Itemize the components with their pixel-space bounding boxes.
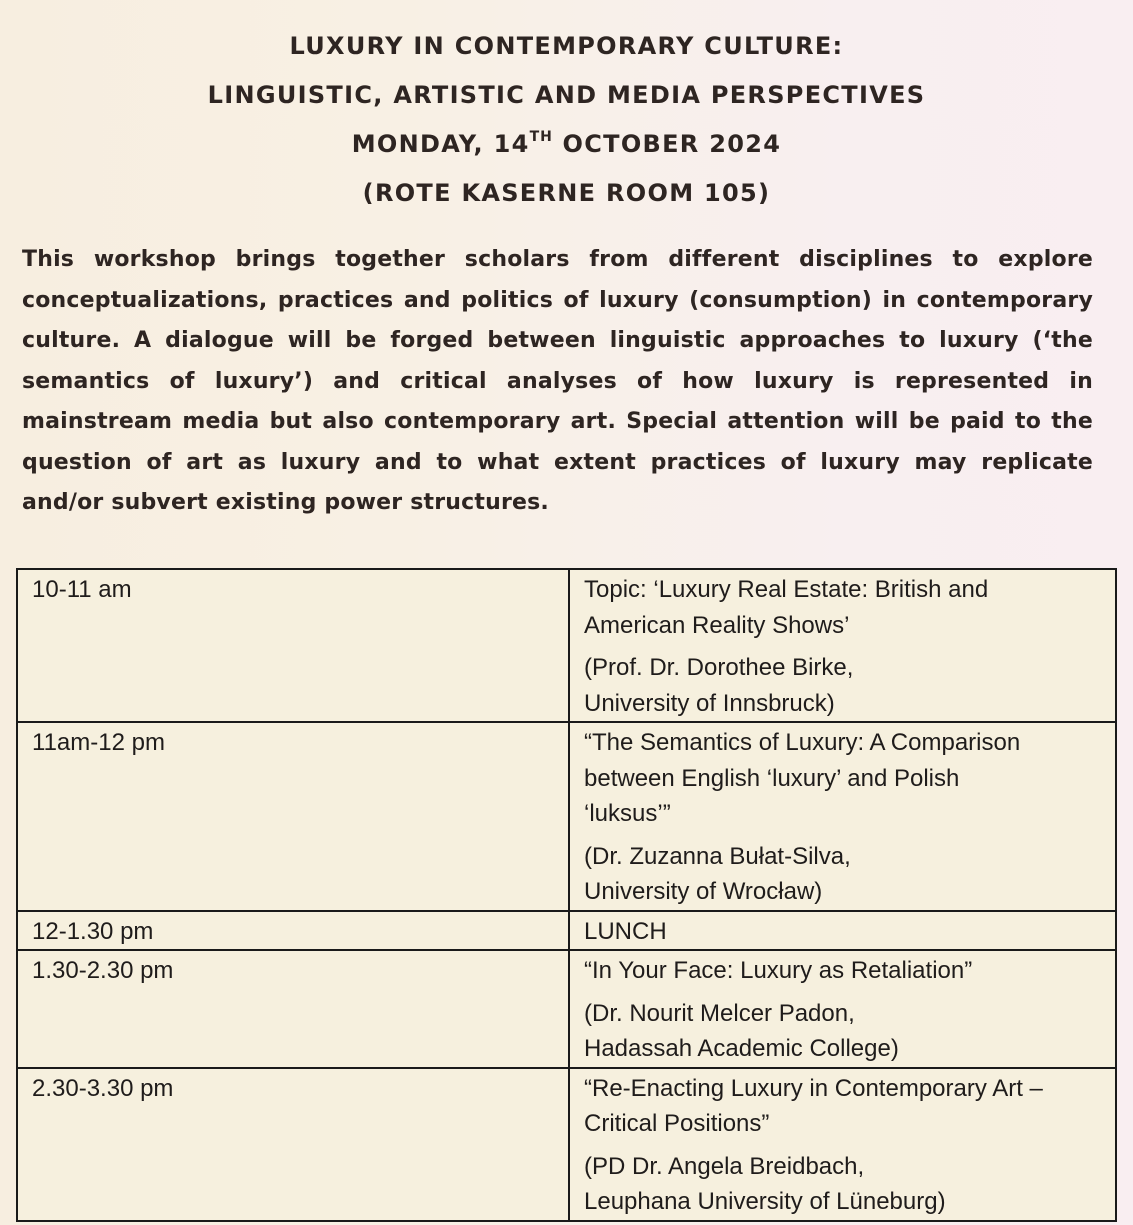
speaker-name: (PD Dr. Angela Breidbach, [584, 1152, 865, 1180]
session-speaker [584, 839, 1103, 910]
intro-paragraph: This workshop brings together scholars from different disciplines to explore conceptualizations, practices and politics of luxury (consumption) in contemporary culture. A dialogue will be forged between linguistic approaches to luxury (‘the semantics of luxury’) and critical analyses of how luxury is represented in mainstream media but also contemporary art. Special attention will be paid to the question of art as luxury and to what extent practices of luxury may replicate and/or subvert existing power structures. [22, 247, 1093, 515]
schedule-row [17, 911, 1116, 951]
schedule-row [17, 950, 1116, 1068]
session-title-line: Critical Positions” [584, 1110, 770, 1137]
schedule-row [17, 722, 1116, 911]
title-line-2: LINGUISTIC, ARTISTIC AND MEDIA PERSPECTIVES [207, 81, 926, 109]
session-title-line: “Re-Enacting Luxury in Contemporary Art – [584, 1074, 1043, 1102]
schedule-table [16, 568, 1117, 1222]
speaker-affiliation: Leuphana University of Lüneburg) [584, 1188, 946, 1215]
page-header [0, 22, 1133, 218]
session-time: 11am-12 pm [17, 722, 569, 911]
session-speaker [584, 1149, 1103, 1220]
session-title [584, 953, 1103, 989]
session-title-line: LUNCH [584, 917, 667, 945]
schedule-row [17, 569, 1116, 722]
session-title [584, 1071, 1103, 1142]
speaker-name: (Dr. Zuzanna Bułat-Silva, [584, 842, 851, 870]
session-title-line: American Reality Shows’ [584, 611, 850, 639]
session-time: 2.30-3.30 pm [17, 1068, 569, 1221]
session-speaker [584, 650, 1103, 721]
session-details [569, 950, 1116, 1068]
session-speaker [584, 996, 1103, 1067]
session-title [584, 572, 1103, 643]
session-details [569, 722, 1116, 911]
session-details [569, 569, 1116, 722]
date-prefix: MONDAY, 14 [351, 130, 530, 158]
session-title-line: between English ‘luxury’ and Polish [584, 764, 960, 792]
speaker-affiliation: University of Innsbruck) [584, 689, 835, 717]
session-time: 12-1.30 pm [17, 911, 569, 951]
session-title-line: “The Semantics of Luxury: A Comparison [584, 729, 1021, 756]
date-ordinal-suffix: TH [529, 129, 553, 145]
session-details [569, 1068, 1116, 1221]
schedule-row [17, 1068, 1116, 1221]
event-location: (ROTE KASERNE ROOM 105) [362, 179, 771, 207]
session-title [584, 914, 1103, 950]
date-rest: OCTOBER 2024 [552, 130, 782, 158]
session-time: 10-11 am [17, 569, 569, 722]
title-line-1: LUXURY IN CONTEMPORARY CULTURE: [289, 32, 844, 60]
event-date [0, 120, 1133, 169]
session-title [584, 725, 1103, 832]
session-title-line: “In Your Face: Luxury as Retaliation” [584, 957, 973, 984]
session-title-line: Topic: ‘Luxury Real Estate: British and [584, 576, 989, 603]
session-title-line: ‘luksus’” [584, 800, 671, 827]
speaker-affiliation: University of Wrocław) [584, 878, 823, 905]
session-details [569, 911, 1116, 951]
speaker-name: (Dr. Nourit Melcer Padon, [584, 999, 855, 1027]
speaker-name: (Prof. Dr. Dorothee Birke, [584, 654, 854, 681]
speaker-affiliation: Hadassah Academic College) [584, 1035, 899, 1062]
session-time: 1.30-2.30 pm [17, 950, 569, 1068]
